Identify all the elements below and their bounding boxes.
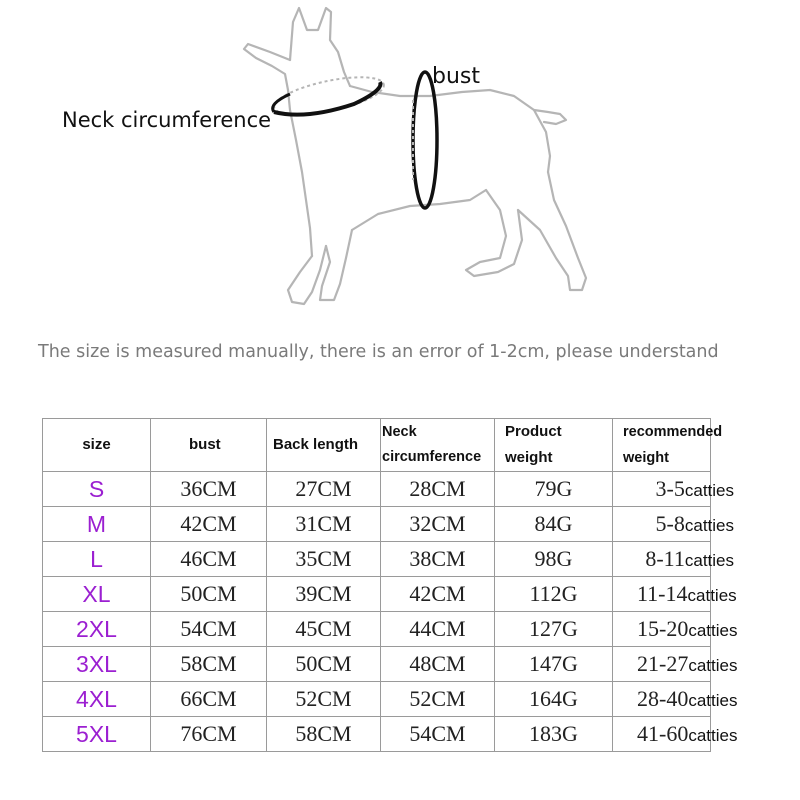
back-length-cell: 35CM xyxy=(267,542,381,577)
recommended-weight-cell xyxy=(613,682,738,717)
recommended-weight-value: 11-14 xyxy=(637,581,688,606)
recommended-weight-unit: catties xyxy=(688,621,738,640)
recommended-weight-unit: catties xyxy=(684,551,734,570)
measurement-note: The size is measured manually, there is an error of 1-2cm, please understand xyxy=(38,342,719,362)
neck-cell: 42CM xyxy=(381,577,495,612)
recommended-weight-unit: catties xyxy=(688,726,738,745)
recommended-weight-cell xyxy=(613,542,734,577)
size-cell: XL xyxy=(43,577,151,612)
neck-cell: 52CM xyxy=(381,682,495,717)
bust-cell: 54CM xyxy=(151,612,267,647)
table-row xyxy=(43,612,711,647)
header-product-weight: Product weight xyxy=(495,419,613,472)
recommended-weight-value: 28-40 xyxy=(637,686,689,711)
back-length-cell: 27CM xyxy=(267,472,381,507)
product-weight-cell: 98G xyxy=(495,542,613,577)
back-length-cell: 45CM xyxy=(267,612,381,647)
recommended-weight-unit: catties xyxy=(688,691,738,710)
table-row xyxy=(43,542,711,577)
recommended-weight-cell xyxy=(613,612,738,647)
neck-cell: 32CM xyxy=(381,507,495,542)
table-header-row xyxy=(43,419,711,472)
recommended-weight-value: 3-5 xyxy=(655,476,685,501)
recommended-weight-value: 8-11 xyxy=(645,546,685,571)
recommended-weight-value: 5-8 xyxy=(655,511,685,536)
size-cell: 3XL xyxy=(43,647,151,682)
back-length-cell: 39CM xyxy=(267,577,381,612)
table-row xyxy=(43,507,711,542)
product-weight-cell: 183G xyxy=(495,717,613,752)
size-cell: 2XL xyxy=(43,612,151,647)
header-back-length: Back length xyxy=(267,419,381,472)
dog-measurement-diagram xyxy=(0,0,800,330)
recommended-weight-value: 41-60 xyxy=(637,721,689,746)
header-recommended-weight: recommended weight xyxy=(613,419,711,472)
recommended-weight-unit: catties xyxy=(687,586,737,605)
product-weight-cell: 127G xyxy=(495,612,613,647)
recommended-weight-value: 21-27 xyxy=(637,651,689,676)
recommended-weight-value: 15-20 xyxy=(637,616,689,641)
bust-cell: 42CM xyxy=(151,507,267,542)
neck-cell: 44CM xyxy=(381,612,495,647)
size-cell: S xyxy=(43,472,151,507)
recommended-weight-unit: catties xyxy=(684,516,734,535)
back-length-cell: 31CM xyxy=(267,507,381,542)
table-row xyxy=(43,682,711,717)
product-weight-cell: 147G xyxy=(495,647,613,682)
recommended-weight-cell xyxy=(613,647,738,682)
bust-measure-ring xyxy=(413,72,437,208)
recommended-weight-cell xyxy=(613,507,734,542)
bust-cell: 58CM xyxy=(151,647,267,682)
back-length-cell: 58CM xyxy=(267,717,381,752)
neck-cell: 54CM xyxy=(381,717,495,752)
neck-cell: 38CM xyxy=(381,542,495,577)
header-bust: bust xyxy=(151,419,267,472)
recommended-weight-cell xyxy=(613,717,738,752)
bust-cell: 66CM xyxy=(151,682,267,717)
neck-cell: 28CM xyxy=(381,472,495,507)
product-weight-cell: 84G xyxy=(495,507,613,542)
bust-cell: 36CM xyxy=(151,472,267,507)
bust-cell: 50CM xyxy=(151,577,267,612)
neck-measure-ring xyxy=(271,70,387,123)
neck-cell: 48CM xyxy=(381,647,495,682)
table-row xyxy=(43,577,711,612)
size-chart-table xyxy=(42,418,738,752)
header-size: size xyxy=(43,419,151,472)
size-cell: L xyxy=(43,542,151,577)
back-length-cell: 52CM xyxy=(267,682,381,717)
table-row xyxy=(43,647,711,682)
size-cell: 5XL xyxy=(43,717,151,752)
bust-cell: 76CM xyxy=(151,717,267,752)
table-row xyxy=(43,472,711,507)
header-neck-circumference: Neck circumference xyxy=(381,419,495,472)
size-cell: 4XL xyxy=(43,682,151,717)
recommended-weight-unit: catties xyxy=(684,481,734,500)
table-row xyxy=(43,717,711,752)
size-cell: M xyxy=(43,507,151,542)
bust-label: bust xyxy=(432,64,480,89)
product-weight-cell: 112G xyxy=(495,577,613,612)
recommended-weight-cell xyxy=(613,577,737,612)
recommended-weight-unit: catties xyxy=(688,656,738,675)
back-length-cell: 50CM xyxy=(267,647,381,682)
recommended-weight-cell xyxy=(613,472,734,507)
bust-cell: 46CM xyxy=(151,542,267,577)
neck-circumference-label: Neck circumference xyxy=(62,108,272,132)
product-weight-cell: 79G xyxy=(495,472,613,507)
product-weight-cell: 164G xyxy=(495,682,613,717)
